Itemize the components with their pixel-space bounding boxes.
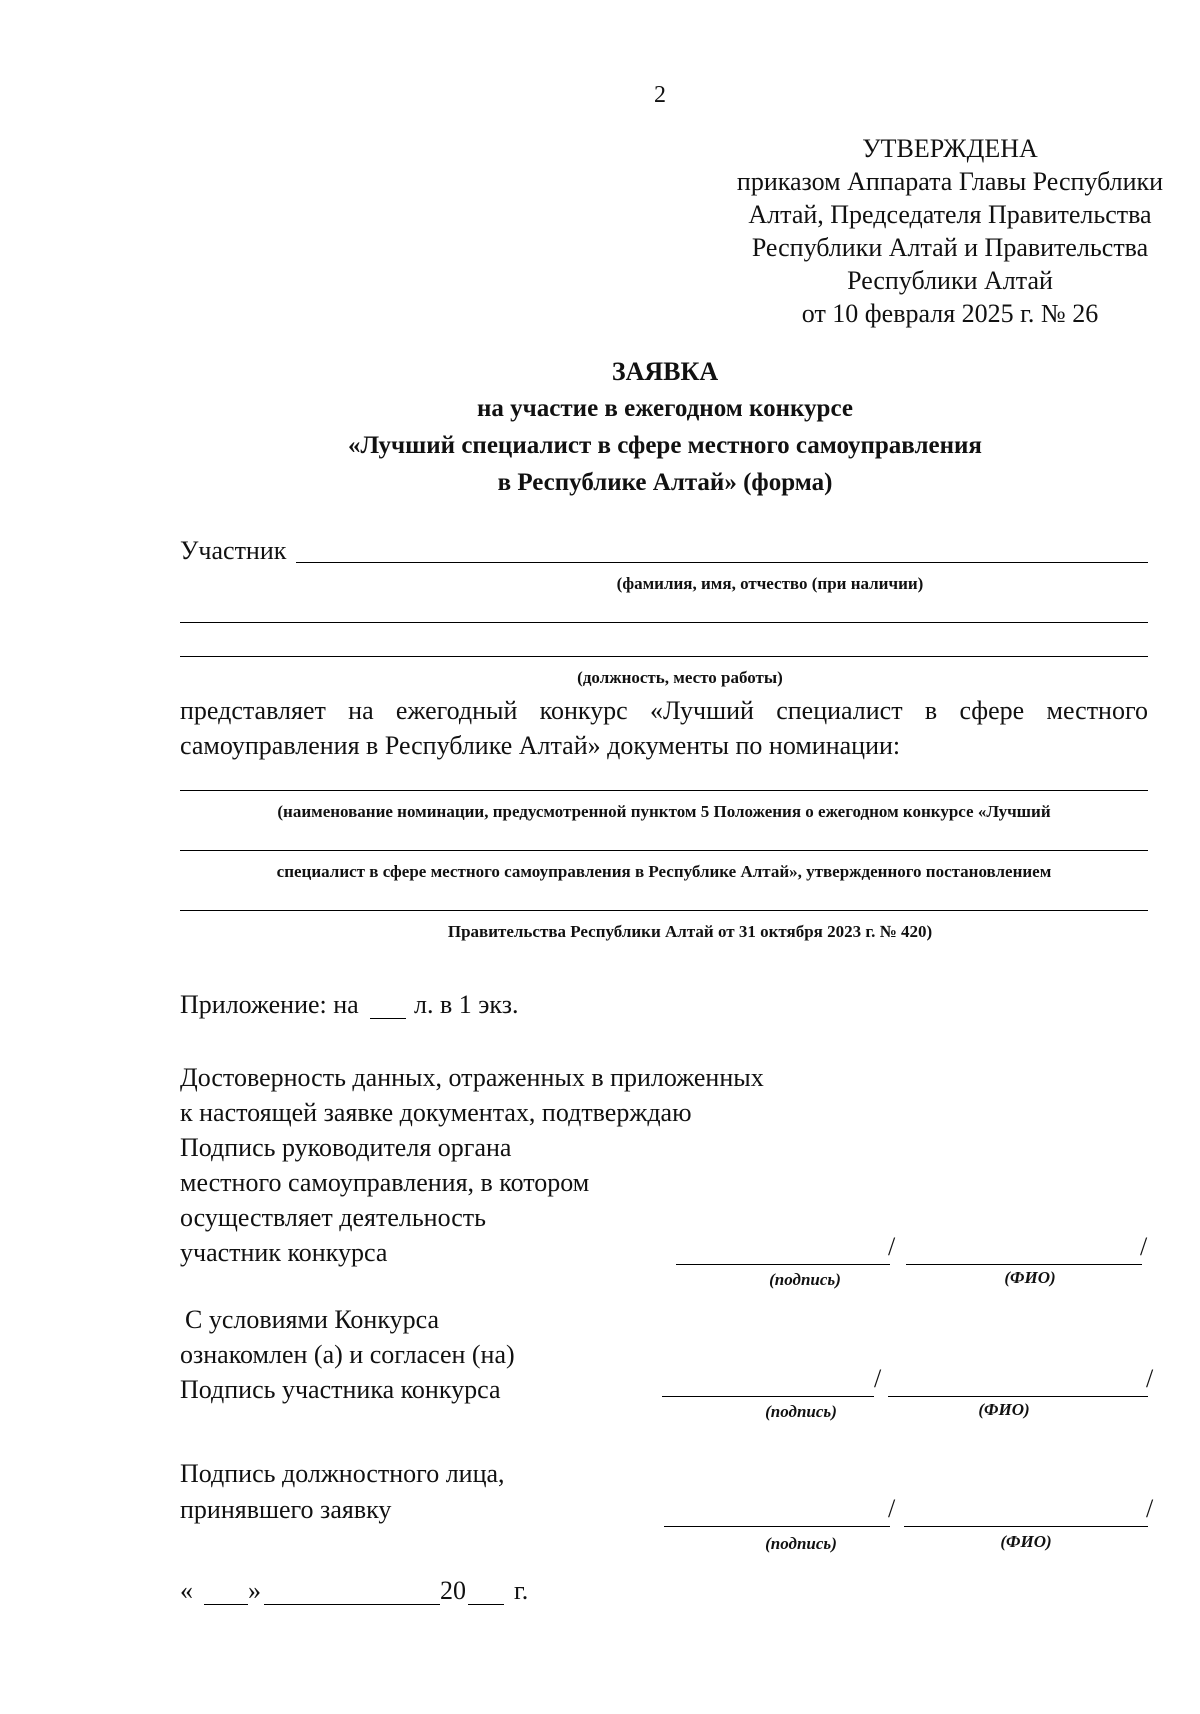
title-subtitle: в Республике Алтай» (форма) [497,469,833,496]
confirmation-line: местного самоуправления, в котором [180,1168,590,1197]
participant-position-field[interactable] [180,622,1148,623]
attachment-pages-field[interactable] [370,1018,406,1019]
signature-separator: / [888,1494,896,1523]
approval-line: Республики Алтай [847,266,1053,295]
date-day-field[interactable] [204,1604,248,1605]
signature-separator: / [1146,1494,1154,1523]
participant-label: Участник [180,536,287,565]
head-name-field[interactable] [906,1264,1142,1265]
official-fio-field[interactable] [904,1526,1148,1527]
participant-name-field[interactable] [296,562,1148,563]
document-title [0,354,1200,501]
head-signature-caption: (подпись) [769,1270,841,1289]
participant-name-caption: (фамилия, имя, отчество (при наличии) [616,574,924,593]
approval-date: от 10 февраля 2025 г. № 26 [801,299,1099,328]
conditions-text [180,1302,515,1407]
date-month-field[interactable] [264,1604,440,1605]
official-line: Подпись должностного лица, [180,1459,505,1488]
page-number: 2 [654,82,666,108]
attachment-suffix: л. в 1 экз. [414,990,519,1019]
head-name-caption: (ФИО) [1004,1268,1056,1287]
approval-line: приказом Аппарата Главы Республики [736,167,1164,196]
title-subtitle: на участие в ежегодном конкурсе [477,395,853,422]
official-line: принявшего заявку [180,1495,392,1524]
date-century: 20 [440,1576,466,1605]
approval-heading: УТВЕРЖДЕНА [862,134,1038,163]
participant-signature-field[interactable] [662,1396,874,1397]
confirmation-line: участник конкурса [180,1238,388,1267]
title-subtitle: «Лучший специалист в сфере местного самоуправления [348,432,982,459]
participant-fio-field[interactable] [888,1396,1148,1397]
head-signature-field[interactable] [676,1264,890,1265]
signature-separator: / [888,1232,896,1261]
official-text [180,1456,505,1528]
confirmation-line: к настоящей заявке документах, подтверждаю [180,1098,692,1127]
participant-signature-caption: (подпись) [765,1402,837,1421]
nomination-field[interactable] [180,790,1148,791]
confirmation-line: Достоверность данных, отраженных в приложенных [180,1063,764,1092]
official-fio-caption: (ФИО) [1000,1532,1052,1551]
nomination-field-3[interactable] [180,910,1148,911]
approval-block [700,132,1200,330]
title-main: ЗАЯВКА [611,357,719,386]
nomination-field-2[interactable] [180,850,1148,851]
participant-fio-caption: (ФИО) [978,1400,1030,1419]
participant-position-field-2[interactable] [180,656,1148,657]
nomination-caption: Правительства Республики Алтай от 31 октября 2023 г. № 420) [447,922,933,941]
attachment-prefix: Приложение: на [180,990,359,1019]
paragraph-line: представляет на ежегодный конкурс «Лучший специалист в сфере местного [180,696,1148,725]
date-year-suffix: г. [514,1576,529,1605]
confirmation-line: Подпись руководителя органа [180,1133,512,1162]
conditions-line: ознакомлен (а) и согласен (на) [180,1340,515,1369]
confirmation-text [180,1060,764,1270]
conditions-line: С условиями Конкурса [185,1305,439,1334]
official-signature-caption: (подпись) [765,1534,837,1553]
official-signature-field[interactable] [664,1526,890,1527]
date-open-quote: « [180,1576,193,1605]
signature-separator: / [874,1364,882,1393]
conditions-line: Подпись участника конкурса [180,1375,501,1404]
signature-separator: / [1140,1232,1148,1261]
approval-line: Республики Алтай и Правительства [751,233,1149,262]
signature-separator: / [1146,1364,1154,1393]
date-close-quote: » [248,1576,261,1605]
confirmation-line: осуществляет деятельность [180,1203,487,1232]
nomination-caption: специалист в сфере местного самоуправления в Республике Алтай», утвержденного постановлением [276,862,1052,881]
approval-line: Алтай, Председателя Правительства [748,200,1152,229]
nomination-caption: (наименование номинации, предусмотренной пунктом 5 Положения о ежегодном конкурсе «Лучший [277,802,1051,821]
paragraph-line: самоуправления в Республике Алтай» документы по номинации: [180,731,901,760]
date-year-field[interactable] [468,1604,504,1605]
participant-position-caption: (должность, место работы) [577,668,783,687]
